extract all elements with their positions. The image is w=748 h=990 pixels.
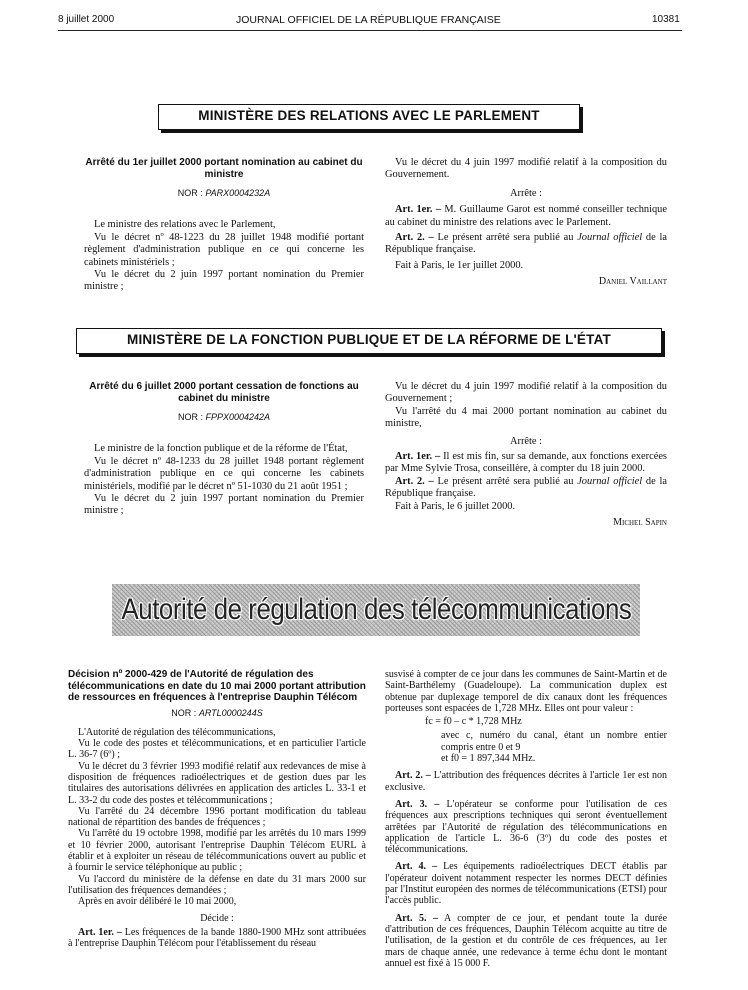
paragraph: L'Autorité de régulation des télécommunications, [78, 726, 276, 738]
article-2: Art. 2. – Le présent arrêté sera publié au Journal officiel de la République française. [385, 232, 667, 256]
decree-title: Arrêté du 1er juillet 2000 portant nomination au cabinet du ministre [85, 157, 363, 180]
paragraph: Vu le décret du 2 juin 1997 portant nomination du Premier ministre ; [84, 269, 364, 293]
header-date: 8 juillet 2000 [58, 14, 115, 25]
nor-reference: NOR : FPPX0004242A [177, 412, 271, 422]
paragraph: Vu le décret nº 48-1223 du 28 juillet 1948 modifié portant règlement d'administration publique en ce qui concerne les cabinets ministériels ; [84, 231, 364, 268]
section2-right-column [385, 381, 667, 529]
paragraph: Le ministre de la fonction publique et de la réforme de l'État, [94, 443, 348, 455]
section1-right-column [385, 157, 667, 289]
paragraph: Vu le décret du 3 février 1993 modifié relatif aux redevances de mise à disposition de fréquences radioélectriques et de gestion dues par les titulaires des autorisations délivrées en application des articles L. 33-1 et L. 33-2 du code des postes et télécommunications ; [68, 760, 366, 806]
decision-title: Décision nº 2000-429 de l'Autorité de régulation des télécommunications en date du 10 mai 2000 portant attribution de ressources en fréquences à l'entreprise Dauphin Télécom [68, 669, 366, 703]
article-1: Art. 1er. – M. Guillaume Garot est nommé conseiller technique au cabinet du ministre des relations avec le Parlement. [385, 204, 667, 228]
article-1: Art. 1er. – Les fréquences de la bande 1880-1900 MHz sont attribuées à l'entreprise Dauphin Télécom pour l'établissement du réseau [68, 926, 367, 950]
paragraph: Vu l'arrêté du 19 octobre 1998, modifié par les arrêtés du 10 mars 1999 et 10 février 2000, autorisant l'entreprise Dauphin Télécom EURL à établir et à exploiter un réseau de télécommunications ouvert au public et à fournir le service téléphonique au public ; [68, 828, 366, 874]
paragraph: Vu le décret du 4 juin 1997 modifié relatif à la composition du Gouvernement ; [385, 381, 667, 405]
nor-reference: NOR : PARX0004232A [177, 188, 271, 198]
article-4: Art. 4. – Les équipements radioélectriques DECT établis par l'opérateur doivent notamment respecter les normes DECT définies par l'Institut européen des normes de télécommunications (ETSI) pour l'accès public. [385, 861, 668, 907]
decide-heading: Décide : [200, 912, 234, 924]
arrete-heading: Arrête : [509, 435, 543, 447]
formula-note: avec c, numéro du canal, étant un nombre entier compris entre 0 et 9 [441, 730, 667, 753]
signature: Michel Sapin [613, 517, 667, 529]
ministry-heading-fonction-publique: MINISTÈRE DE LA FONCTION PUBLIQUE ET DE LA RÉFORME DE L'ÉTAT [76, 328, 662, 354]
formula-note: et f0 = 1 897,344 MHz. [441, 753, 536, 765]
paragraph: Vu le code des postes et télécommunications, et en particulier l'article L. 36-7 (6º) ; [68, 738, 366, 761]
article-2: Art. 2. – Le présent arrêté sera publié au Journal officiel de la République française. [385, 475, 667, 500]
paragraph: Après en avoir délibéré le 10 mai 2000, [78, 896, 237, 908]
paragraph: susvisé à compter de ce jour dans les communes de Saint-Martin et de Saint-Barthélemy (Guadeloupe). La communication duplex est obtenue par duplexage temporel de dix canaux dont les fréquences porteuses sont espacées de 1,728 MHz. Elles ont pour valeur : [385, 669, 667, 714]
paragraph: Le ministre des relations avec le Parlement, [94, 219, 276, 231]
article-1: Art. 1er. – Il est mis fin, sur sa demande, aux fonctions exercées par Mme Sylvie Trosa, conseillère, à compter du 18 juin 2000. [385, 451, 667, 475]
paragraph: Vu l'arrêté du 24 décembre 1996 portant modification du tableau national de répartition des bandes de fréquences ; [68, 805, 366, 829]
ministry-heading-parlement: MINISTÈRE DES RELATIONS AVEC LE PARLEMENT [158, 104, 580, 130]
article-2: Art. 2. – L'attribution des fréquences décrites à l'article 1er est non exclusive. [385, 770, 667, 793]
paragraph: Vu l'arrêté du 4 mai 2000 portant nomination au cabinet du ministre, [385, 405, 667, 430]
frequency-formula: fc = f0 – c * 1,728 MHz [425, 716, 522, 728]
paragraph: Vu le décret nº 48-1233 du 28 juillet 1948 portant règlement d'administration publique en ce qui concerne les cabinets ministériels, modifié par le décret nº 51-1030 du 21 août 1951 ; [84, 455, 364, 492]
arrete-heading: Arrête : [509, 187, 543, 199]
nor-reference: NOR : ARTL0000244S [171, 707, 263, 718]
header-page-number: 10381 [652, 14, 680, 25]
signing-place-date: Fait à Paris, le 1er juillet 2000. [395, 259, 524, 271]
decree-title: Arrêté du 6 juillet 2000 portant cessation de fonctions au cabinet du ministre [89, 381, 359, 404]
article-5: Art. 5. – A compter de ce jour, et pendant toute la durée d'attribution de ces fréquences, Dauphin Télécom acquitte au titre de l'utilisation, de la gestion et du contrôle de ces fréquences, au 1er mars de chaque année, une redevance à terme échu dont le montant annuel est fixé à 15 000 F. [385, 912, 668, 969]
signing-place-date: Fait à Paris, le 6 juillet 2000. [395, 500, 516, 512]
paragraph: Vu le décret du 2 juin 1997 portant nomination du Premier ministre ; [84, 493, 364, 517]
section1-left-column [84, 157, 364, 294]
section3-left-column [68, 669, 366, 949]
authority-banner [112, 584, 640, 636]
paragraph: Vu l'accord du ministère de la défense en date du 31 mars 2000 sur l'utilisation des fréquences demandées ; [68, 873, 366, 896]
section2-left-column [84, 381, 364, 518]
article-3: Art. 3. – L'opérateur se conforme pour l'utilisation de ces fréquences aux prescriptions techniques qui seront éventuellement arrêtées par l'Autorité de régulation des télécommunications en application de l'article L. 36-6 (3º) du code des postes et télécommunications. [385, 798, 667, 856]
header-journal-title: JOURNAL OFFICIEL DE LA RÉPUBLIQUE FRANÇAISE [236, 14, 501, 26]
signature: Daniel Vaillant [598, 276, 667, 288]
paragraph: Vu le décret du 4 juin 1997 modifié relatif à la composition du Gouvernement. [385, 157, 667, 181]
authority-banner-text: Autorité de régulation des télécommunications [121, 593, 631, 626]
header-rule [58, 30, 682, 31]
section3-right-column [385, 669, 667, 969]
